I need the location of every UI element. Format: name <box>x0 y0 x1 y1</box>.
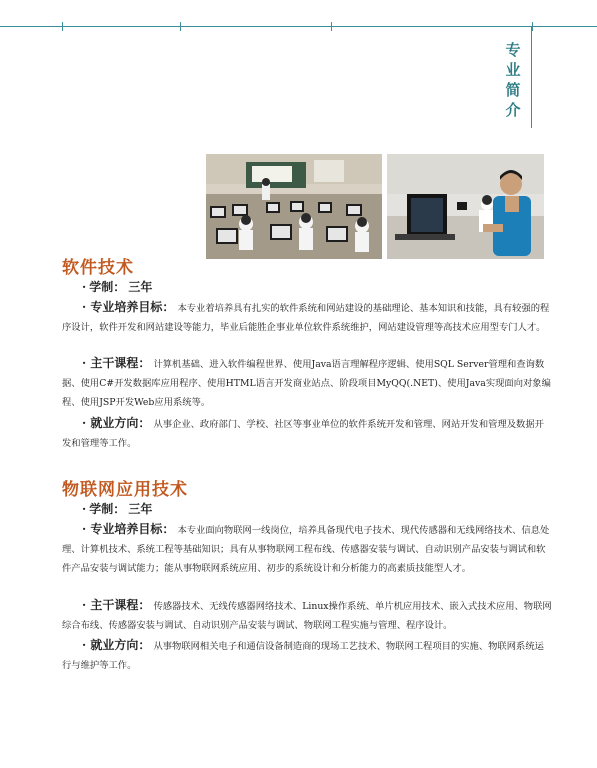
goal-text: 本专业面向物联网一线岗位，培养具备现代电子技术、现代传感器和无线网络技术、信息处理、计算机技术、系统工程等基础知识；具有从事物联网工程布线、传感器安装与调试、自动识别产品安装与调试和软件产品安装与调试能力；能从事物联网系统应用、初步的系统设计和分析能力的高素质技能型人才。 <box>62 525 550 574</box>
section-title-iot: 物联网应用技术 <box>62 480 188 500</box>
courses-text: 计算机基础、进入软件编程世界、使用Java语言理解程序逻辑、使用SQL Server管理和查询数据、使用C#开发数据库应用程序、使用HTML语言开发商业站点、阶段项目MyQQ(.NET)、使用Java实现面向对象编程、使用JSP开发Web应用系统等。 <box>62 359 551 408</box>
iot-courses <box>62 596 552 635</box>
bullet: · <box>82 598 91 612</box>
vertical-title <box>500 40 526 120</box>
header-tick <box>532 22 533 31</box>
header-tick <box>180 22 181 31</box>
goal-label: 专业培养目标： <box>90 300 175 314</box>
software-courses <box>62 354 552 412</box>
duration-label: 学制： <box>89 502 126 516</box>
career-text: 从事企业、政府部门、学校、社区等事业单位的软件系统开发和管理、网站开发和管理及数据开发和管理等工作。 <box>62 419 544 449</box>
career-label: 就业方向： <box>90 416 151 430</box>
bullet: · <box>82 300 91 314</box>
iot-duration <box>62 500 552 520</box>
software-duration <box>62 278 552 298</box>
career-label: 就业方向： <box>90 638 151 652</box>
duration-value: 三年 <box>128 280 153 294</box>
bullet: · <box>82 356 91 370</box>
courses-label: 主干课程： <box>90 598 151 612</box>
student-photo <box>387 154 544 259</box>
section-title-software: 软件技术 <box>62 258 134 278</box>
goal-text: 本专业着培养具有扎实的软件系统和网站建设的基础理论、基本知识和技能，具有较强的程序设计，软件开发和网站建设等能力，毕业后能胜企事业单位软件系统维护，网站建设管理等高技术应用型专门人才。 <box>62 303 550 333</box>
goal-label: 专业培养目标： <box>90 522 175 536</box>
iot-goal <box>62 520 552 578</box>
vertical-title-char: 业 <box>505 61 521 79</box>
vertical-title-char: 介 <box>505 101 521 119</box>
bullet: · <box>82 638 91 652</box>
courses-text: 传感器技术、无线传感器网络技术、Linux操作系统、单片机应用技术、嵌入式技术应用、物联网综合布线、传感器安装与调试、自动识别产品安装与调试、物联网工程实施与管理、程序设计。 <box>62 601 552 631</box>
bullet: · <box>82 522 91 536</box>
header-vertical-rule <box>531 26 532 128</box>
bullet: · <box>82 416 91 430</box>
courses-label: 主干课程： <box>90 356 151 370</box>
software-goal <box>62 298 552 337</box>
header-tick <box>62 22 63 31</box>
header-tick <box>331 22 332 31</box>
duration-label: 学制： <box>89 280 126 294</box>
header-rule <box>0 26 597 27</box>
duration-value: 三年 <box>128 502 153 516</box>
career-text: 从事物联网相关电子和通信设备制造商的现场工艺技术、物联网工程项目的实施、物联网系统运行与维护等工作。 <box>62 641 544 671</box>
classroom-photo <box>206 154 382 259</box>
iot-career <box>62 636 552 675</box>
vertical-title-char: 专 <box>505 41 521 59</box>
bullet: · <box>82 502 87 516</box>
bullet: · <box>82 280 87 294</box>
software-career <box>62 414 552 453</box>
vertical-title-char: 简 <box>505 81 521 99</box>
